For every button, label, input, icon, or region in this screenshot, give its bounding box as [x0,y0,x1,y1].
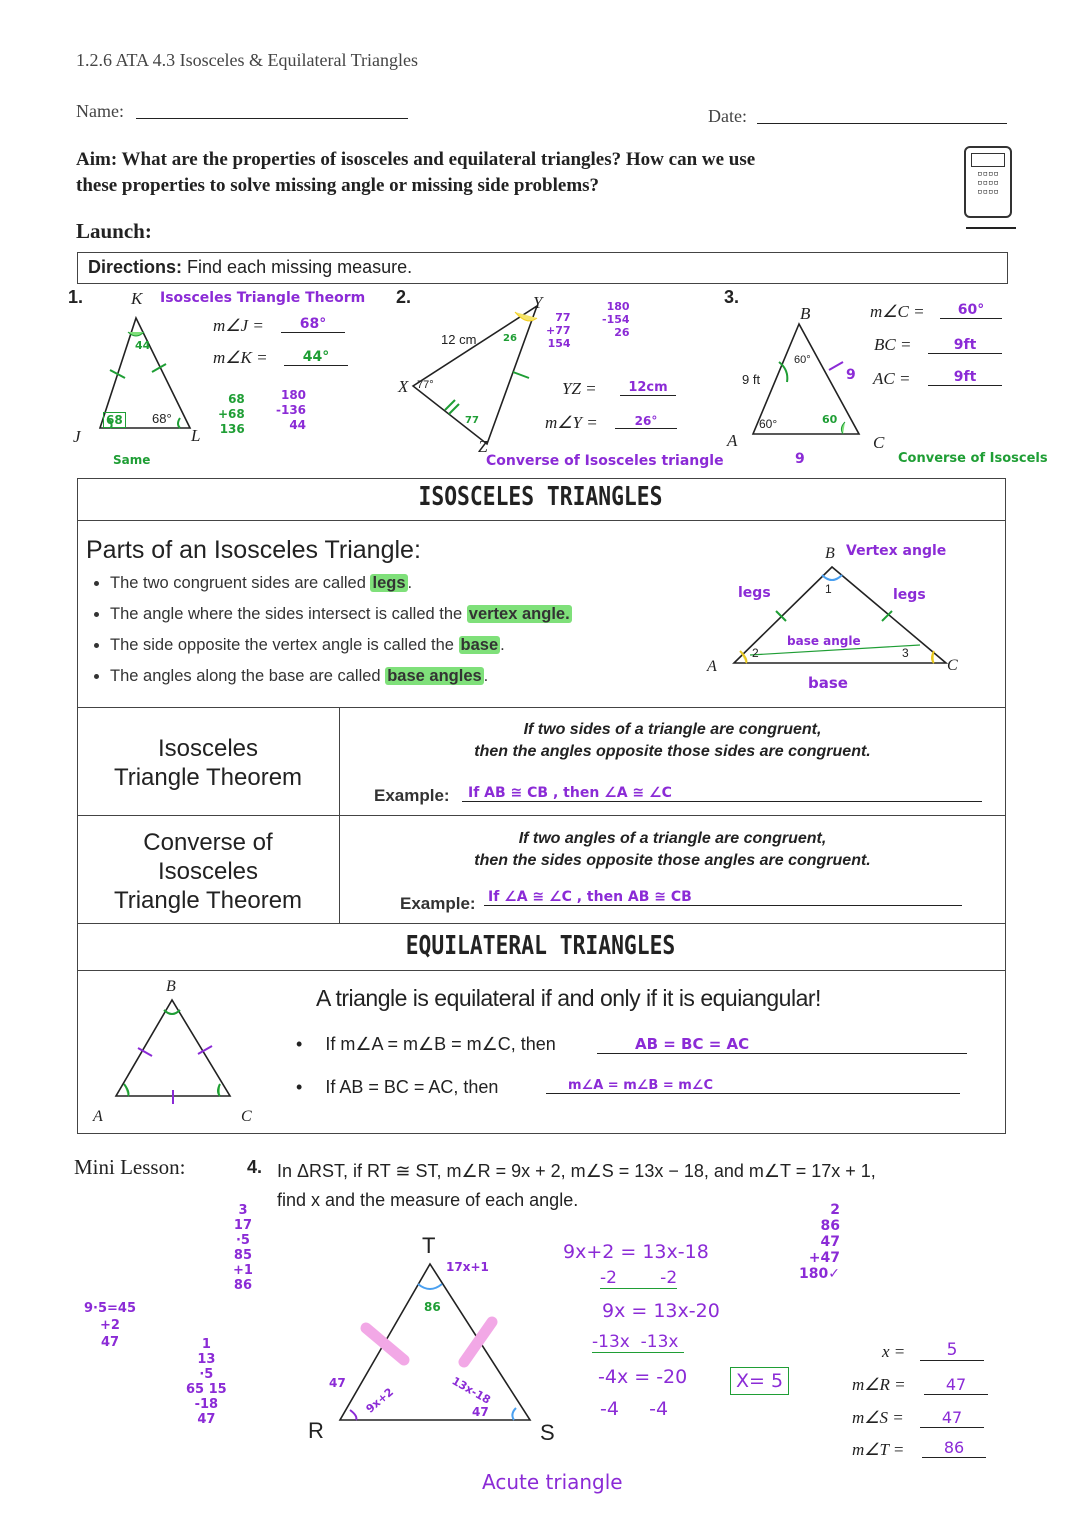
vertex-x: X [398,377,409,396]
aim-text [76,147,755,199]
ms-label: m∠S = [852,1408,904,1427]
diagram-vertex-b: B [825,545,835,562]
vertex-r: R [308,1418,324,1443]
mr-value[interactable]: 47 [924,1375,988,1395]
problem-1-work-b: 180 -136 44 [276,388,307,432]
diagram-n1: 1 [825,582,832,596]
mj-value[interactable]: 68° [281,316,345,333]
same-note: Same [113,453,151,467]
diagram-legs-left: legs [738,585,771,601]
diagram-n3: 3 [902,646,909,660]
answer-box: X= 5 [730,1367,789,1395]
parts-item: • The angles along the base are called base angles . [110,664,572,689]
problem-4-line-1: In ΔRST, if RT ≅ ST, m∠R = 9x + 2, m∠S = 13x − 18, and m∠T = 17x + 1, [277,1161,876,1181]
vertex-l: L [191,426,201,445]
directions-text: Find each missing measure. [182,257,413,277]
problem-4-number: 4. [247,1157,263,1177]
acute-note: Acute triangle [482,1470,623,1494]
problem-4-text [277,1157,876,1215]
equilateral-heading: EQUILATERAL TRIANGLES [405,931,676,961]
problem-1-note: Isosceles Triangle Theorm [160,290,366,306]
aim-line-2: these properties to solve missing angle or missing side problems? [76,175,600,196]
bc-label: BC = [874,335,912,354]
name-label: Name: [76,101,124,121]
diagram-base-angle: base angle [787,634,861,648]
problem-2-work-a: 77 +77 154 [546,311,571,350]
angle-t-value: 86 [424,1300,441,1314]
calculator-icon: ▫▫▫▫ ▫▫▫▫ ▫▫▫▫ [964,146,1012,218]
angle-y-value: 26 [503,333,517,344]
vertex-t: T [422,1233,436,1258]
diagram-legs-right: legs [893,587,926,603]
theorem-example: If AB ≅ CB , then ∠A ≅ ∠C [462,785,982,802]
directions-bold: Directions: [88,257,183,277]
angle-r-expr: 9x+2 [363,1385,397,1416]
work-mid: 3 17 ·5 85 +1 86 [233,1203,253,1293]
equilateral-bullet-2: • If AB = BC = AC, then [296,1077,499,1097]
page-title: 1.2.6 ATA 4.3 Isosceles & Equilateral Triangles [76,50,419,70]
side-ab-3: 9 ft [742,372,761,387]
angle-t-expr: 17x+1 [446,1260,489,1274]
converse-text-2: then the sides opposite those angles are congruent. [474,852,871,869]
problem-3-number: 3. [724,287,740,307]
equation-6: -4 -4 [600,1398,669,1420]
x-value[interactable]: 5 [920,1340,984,1361]
angle-s-value: 47 [472,1405,489,1419]
equilateral-bullet-2-value[interactable]: m∠A = m∠B = m∠C [546,1078,960,1094]
converse-example: If ∠A ≅ ∠C , then AB ≅ CB [484,889,962,906]
yz-value[interactable]: 12cm [620,380,676,396]
vertex-j: J [73,427,81,446]
parts-item: • The side opposite the vertex angle is called the base . [110,633,572,658]
angle-c-3: 60 [822,413,838,426]
equilateral-bullet-1-value[interactable]: AB = BC = AC [597,1035,967,1054]
angle-z-value: 77 [465,415,479,426]
vertex-k: K [131,289,143,308]
work-left: 9·5=45 +2 47 [84,1301,137,1350]
mini-lesson-heading: Mini Lesson: [74,1155,186,1179]
diagram-vertex-angle: Vertex angle [846,543,947,559]
side-xy: 12 cm [441,332,477,347]
angle-j-value: 68 [103,412,126,428]
theorem-text-1: If two sides of a triangle are congruent, [523,721,822,738]
angle-k-value: 44 [135,339,151,352]
problem-2-number: 2. [396,287,412,307]
mk-label: m∠K = [213,348,268,367]
diagram-vertex-a: A [707,658,717,675]
angle-x-value: 77° [417,379,434,391]
problem-4-line-2: find x and the measure of each angle. [277,1190,579,1210]
vertex-a-3: A [727,431,738,450]
parts-item: • The two congruent sides are called legs . [110,571,572,596]
problem-1-work-a: 68 +68 136 [218,392,245,436]
triangle-xyz [395,290,555,460]
angle-r-value: 47 [329,1376,346,1390]
vertex-b-3: B [800,304,811,323]
problem-2-work-b: 180 -154 26 [602,300,630,339]
side-ac-3: 9 [795,451,805,467]
problem-1-number: 1. [68,287,84,307]
directions-box [77,252,1008,284]
triangle-rst [320,1250,550,1430]
my-label: m∠Y = [545,413,598,432]
problem-2-note: Converse of Isosceles triangle [486,453,724,469]
diagram-base: base [808,674,848,692]
equation-2: -2 -2 [600,1268,678,1288]
angle-sum-check: 2 86 47 +47 180✓ [799,1202,840,1282]
parts-item: • The angle where the sides intersect is called the vertex angle. [110,602,572,627]
mc-label: m∠C = [870,302,925,321]
diagram-vertex-c: C [947,657,958,674]
angle-l-value: 68° [152,411,172,426]
side-bc-3: 9 [846,367,856,383]
mt-value[interactable]: 86 [922,1438,986,1458]
ac-value[interactable]: 9ft [928,369,1002,386]
equation-3: 9x = 13x-20 [602,1300,720,1322]
converse-example-label: Example: [400,894,476,913]
angle-b-3: 60° [794,354,811,366]
vertex-s: S [540,1420,555,1445]
launch-heading: Launch: [76,219,152,243]
converse-label: Converse of Isosceles Triangle Theorem [113,829,303,914]
equilateral-vertex-b: B [166,978,176,995]
vertex-z: Z [478,437,488,456]
diagram-n2: 2 [752,646,759,660]
yz-label: YZ = [562,379,597,398]
aim-line-1: Aim: What are the properties of isosceles and equilateral triangles? How can we use [76,149,756,170]
angle-s-expr: 13x-18 [449,1374,493,1407]
work-mid-2: 1 13 ·5 65 15 -18 47 [186,1337,227,1427]
parts-title: Parts of an Isosceles Triangle: [86,536,421,564]
mk-value[interactable]: 44° [284,349,348,366]
theorem-text-2: then the angles opposite those sides are congruent. [474,743,871,760]
isosceles-heading: ISOSCELES TRIANGLES [418,482,663,512]
equilateral-vertex-c: C [241,1108,252,1125]
converse-text-1: If two angles of a triangle are congruent, [518,830,827,847]
my-value[interactable]: 26° [615,414,677,429]
mj-label: m∠J = [213,316,264,335]
bc-value[interactable]: 9ft [928,337,1002,354]
equilateral-statement: A triangle is equilateral if and only if it is equiangular! [316,985,821,1011]
equilateral-vertex-a: A [93,1108,103,1125]
mr-label: m∠R = [852,1375,906,1394]
mc-value[interactable]: 60° [940,302,1002,319]
vertex-c-3: C [873,433,885,452]
date-label: Date: [708,106,747,126]
name-field[interactable] [136,118,408,119]
equation-1: 9x+2 = 13x-18 [563,1241,709,1263]
equation-5: -4x = -20 [598,1366,688,1388]
vertex-y: Y [533,293,543,312]
equilateral-diagram [100,990,250,1115]
ac-label: AC = [873,369,911,388]
angle-a-3: 60° [759,417,778,431]
equation-4: -13x -13x [592,1332,684,1353]
theorem-label: Isosceles Triangle Theorem [113,735,303,791]
x-label: x = [882,1342,906,1361]
equilateral-bullet-1: • If m∠A = m∠B = m∠C, then [296,1034,556,1054]
theorem-example-label: Example: [374,786,450,805]
parts-list [88,565,572,695]
mt-label: m∠T = [852,1440,905,1459]
ms-value[interactable]: 47 [920,1408,984,1428]
date-field[interactable] [757,123,1007,124]
problem-3-note: Converse of Isoscels [898,451,1048,466]
